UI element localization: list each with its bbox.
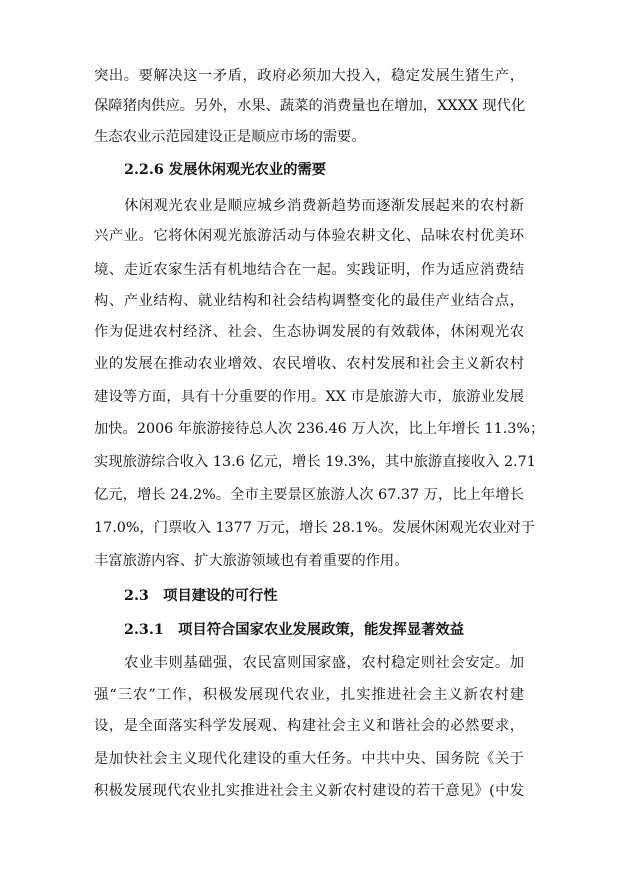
body-text-line: 是加快社会主义现代化建设的重大任务。中共中央、国务院《关于 (94, 751, 524, 767)
body-text-line: 境、走近农家生活有机地结合在一起。实践证明，作为适应消费结 (94, 262, 524, 278)
body-text-line: 兴产业。它将休闲观光旅游活动与体验农耕文化、品味农村优美环 (94, 228, 524, 244)
body-text-line: 17.0%，门票收入 1377 万元，增长 28.1%。发展休闲观光农业对于 (94, 520, 536, 536)
body-text-line: 生态农业示范园建设正是顺应市场的需要。 (94, 129, 366, 145)
body-text-line: 设，是全面落实科学发展观、构建社会主义和谐社会的必然要求， (94, 718, 524, 734)
body-text-line: 保障猪肉供应。另外，水果、蔬菜的消费量也在增加，XXXX 现代化 (94, 98, 526, 114)
body-text-line: 构、产业结构、就业结构和社会结构调整变化的最佳产业结合点， (94, 293, 524, 309)
body-text-line: 丰富旅游内容、扩大旅游领域也有着重要的作用。 (94, 553, 409, 569)
body-text-line: 积极发展现代农业扎实推进社会主义新农村建设的若干意见》(中发 (94, 783, 524, 799)
body-text-line: 实现旅游综合收入 13.6 亿元，增长 19.3%，其中旅游直接收入 2.71 (94, 454, 536, 470)
paragraph-first-line: 休闲观光农业是顺应城乡消费新趋势而逐渐发展起来的农村新 (124, 198, 524, 214)
body-text-line: 加快。2006 年旅游接待总人次 236.46 万人次，比上年增长 11.3%； (94, 421, 545, 437)
body-text-line: 亿元，增长 24.2%。全市主要景区旅游人次 67.37 万，比上年增长 (94, 487, 524, 503)
body-text-line: 突出。要解决这一矛盾，政府必须加大投入，稳定发展生猪生产， (94, 68, 524, 84)
section-heading-2-2-6: 2.2.6 发展休闲观光农业的需要 (124, 162, 327, 178)
paragraph-first-line: 农业丰则基础强，农民富则国家盛，农村稳定则社会安定。加 (124, 655, 524, 671)
section-heading-2-3-1: 2.3.1 项目符合国家农业发展政策，能发挥显著效益 (124, 622, 465, 638)
body-text-line: 作为促进农村经济、社会、生态协调发展的有效载体，休闲观光农 (94, 324, 524, 340)
section-heading-2-3: 2.3 项目建设的可行性 (124, 588, 278, 604)
body-text-line: 建设等方面，具有十分重要的作用。XX 市是旅游大市，旅游业发展 (94, 389, 524, 405)
body-text-line: 业的发展在推动农业增效、农民增收、农村发展和社会主义新农村 (94, 356, 524, 372)
body-text-line: 强“三农”工作，积极发展现代农业，扎实推进社会主义新农村建 (94, 687, 524, 703)
